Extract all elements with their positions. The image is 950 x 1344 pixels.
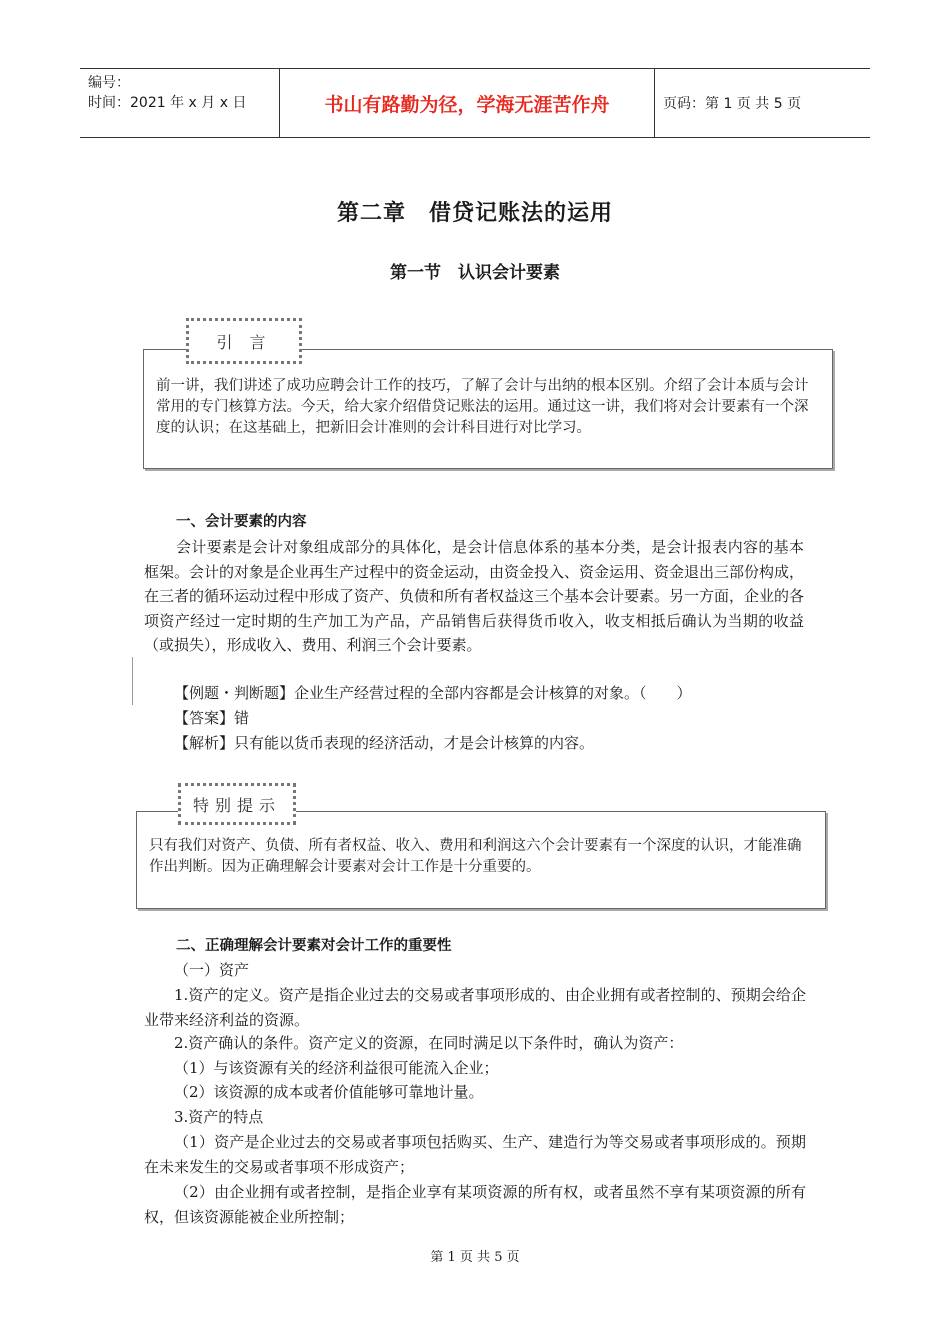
chapter-title: 第二章 借贷记账法的运用 [336, 201, 613, 226]
part2-heading: 二、正确理解会计要素对会计工作的重要性 [176, 938, 452, 954]
part1-body: 会计要素是会计对象组成部分的具体化，是会计信息体系的基本分类，是会计报表内容的基本框架。会计的对象是企业再生产过程中的资金运动，由资金投入、资金运用、资金退出三部份构成，在三者的循环运动过程中形成了资产、负债和所有者权益这三个基本会计要素。另一方面，企业的各项资产经过一定时期的生产加工为产品，产品销售后获得货币收入，收支相抵后确认为当期的收益（或损失），形成收入、费用、利润三个会计要素。 [144, 538, 805, 654]
part2-feature-2: （2）由企业拥有或者控制，是指企业享有某项资源的所有权，或者虽然不享有某项资源的所有权，但该资源能被企业所控制； [144, 1183, 806, 1226]
tip-box [136, 811, 826, 909]
part2-condition-2: （2）该资源的成本或者价值能够可靠地计量。 [174, 1083, 484, 1101]
number-label: 编号： [88, 75, 130, 91]
intro-text: 前一讲，我们讲述了成功应聘会计工作的技巧，了解了会计与出纳的根本区别。介绍了会计本质与会计常用的专门核算方法。今天，给大家介绍借贷记账法的运用。通过这一讲，我们将对会计要素有一个深度的认识；在这基础上，把新旧会计准则的会计科目进行对比学习。 [156, 378, 809, 436]
part2-feature-1: （1）资产是企业过去的交易或者事项包括购买、生产、建造行为等交易或者事项形成的。预期在未来发生的交易或者事项不形成资产； [144, 1133, 806, 1176]
tip-text: 只有我们对资产、负债、所有者权益、收入、费用和利润这六个会计要素有一个深度的认识，才能准确作出判断。因为正确理解会计要素对会计工作是十分重要的。 [149, 838, 802, 875]
document-header [80, 68, 870, 138]
section-title: 第一节 认识会计要素 [390, 263, 560, 283]
part2-definition: 1.资产的定义。资产是指企业过去的交易或者事项形成的、由企业拥有或者控制的、预期会给企业带来经济利益的资源。 [144, 986, 806, 1029]
margin-mark [132, 657, 133, 705]
intro-box [143, 349, 833, 469]
header-meta [80, 69, 280, 137]
header-page-label: 页码：第 1 页 共 5 页 [663, 96, 802, 112]
time-label: 时间：2021 年 x 月 x 日 [88, 95, 247, 111]
part2-features: 3.资产的特点 [174, 1108, 264, 1126]
tip-tag: 特别提示 [178, 783, 296, 825]
part1-answer: 【答案】错 [174, 709, 250, 727]
part1-heading: 一、会计要素的内容 [176, 514, 307, 530]
part1-example: 【例题・判断题】企业生产经营过程的全部内容都是会计核算的对象。（ ） [174, 684, 692, 702]
page-footer: 第 1 页 共 5 页 [430, 1250, 520, 1265]
part2-sub1: （一）资产 [174, 961, 250, 979]
part2-condition: 2.资产确认的条件。资产定义的资源，在同时满足以下条件时，确认为资产： [174, 1034, 684, 1052]
intro-tag: 引 言 [186, 318, 302, 364]
part1-analysis: 【解析】只有能以货币表现的经济活动，才是会计核算的内容。 [174, 734, 595, 752]
part2-condition-1: （1）与该资源有关的经济利益很可能流入企业； [174, 1059, 499, 1077]
header-motto: 书山有路勤为径，学海无涯苦作舟 [280, 69, 655, 137]
